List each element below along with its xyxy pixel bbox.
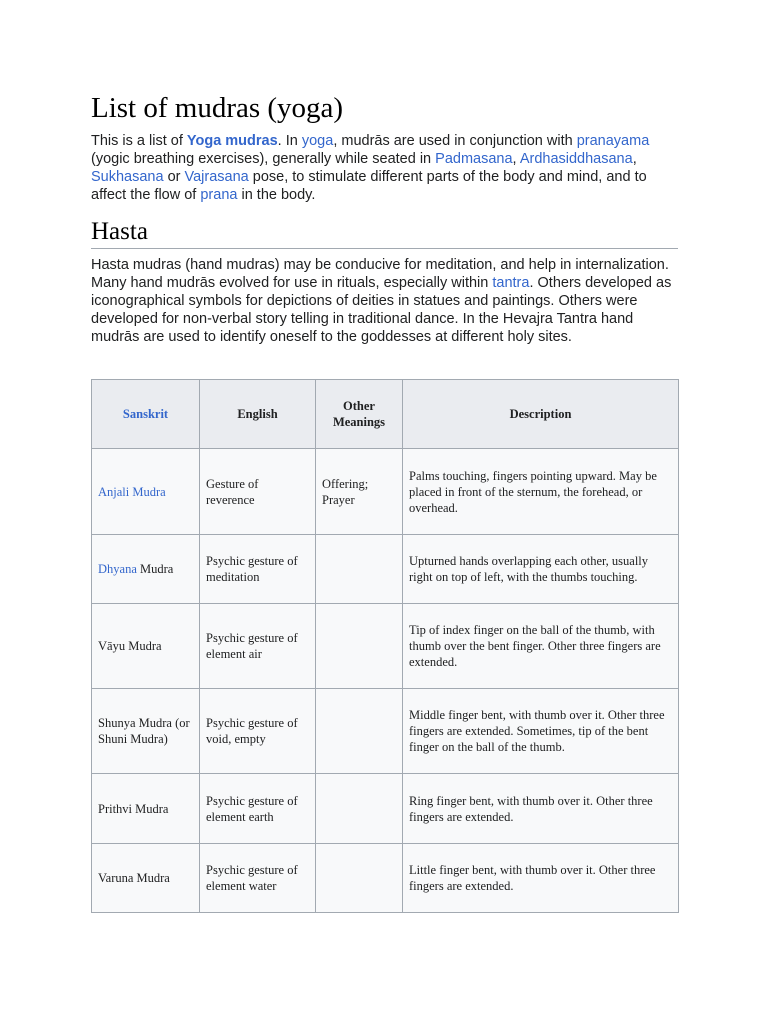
ardhasiddhasana-link[interactable]: Ardhasiddhasana xyxy=(519,151,633,167)
description-cell: Ring finger bent, with thumb over it. Other three fingers are extended. xyxy=(403,774,679,844)
tantra-link[interactable]: tantra xyxy=(492,275,530,291)
english-cell: Gesture of reverence xyxy=(200,449,316,535)
english-cell: Psychic gesture of element earth xyxy=(200,774,316,844)
other-meanings-cell: Offering; Prayer xyxy=(316,449,403,535)
description-cell: Upturned hands overlapping each other, usually right on top of left, with the thumbs touching. xyxy=(403,535,679,604)
intro-text: , mudrās are used in conjunction with xyxy=(333,133,577,149)
anjali-mudra-link[interactable]: Anjali Mudra xyxy=(98,484,166,499)
hasta-text: . Others developed as iconographical symbols for depictions of deities in statues and paintings. Others were developed for non-verbal story telling in traditional dance. In the Hevajra Tantra hand mudrās are used to identify oneself to the goddesses at different holy sites. xyxy=(91,275,672,345)
other-meanings-cell xyxy=(316,844,403,913)
table-row xyxy=(92,535,679,604)
sanskrit-cell: Shunya Mudra (or Shuni Mudra) xyxy=(92,689,200,774)
description-cell: Palms touching, fingers pointing upward. May be placed in front of the sternum, the forehead, or overhead. xyxy=(403,449,679,535)
page-title: List of mudras (yoga) xyxy=(91,92,344,124)
intro-text: pose, to stimulate different parts of the body and mind, and to affect the flow of xyxy=(91,169,647,203)
table-row xyxy=(92,449,679,535)
sanskrit-cell: Dhyana Mudra xyxy=(92,535,200,604)
other-meanings-cell xyxy=(316,604,403,689)
dhyana-link[interactable]: Dhyana xyxy=(98,562,137,576)
mudras-table xyxy=(91,379,679,913)
english-cell: Psychic gesture of element air xyxy=(200,604,316,689)
table-row xyxy=(92,689,679,774)
sukhasana-link[interactable]: Sukhasana xyxy=(91,169,164,185)
table-row xyxy=(92,844,679,913)
section-heading-hasta: Hasta xyxy=(91,217,678,249)
header-other-meanings: Other Meanings xyxy=(316,380,403,449)
description-cell: Tip of index finger on the ball of the thumb, with thumb over the bent finger. Other three fingers are extended. xyxy=(403,604,679,689)
prana-link[interactable]: prana xyxy=(200,187,238,203)
hasta-text: Hasta mudras (hand mudras) may be conducive for meditation, and help in internalization. Many hand mudrās evolved for use in rituals, especially within xyxy=(91,257,669,291)
intro-text: This is a list of xyxy=(91,133,187,149)
description-cell: Middle finger bent, with thumb over it. Other three fingers are extended. Sometimes, tip of the bent finger on the ball of the thumb. xyxy=(403,689,679,774)
intro-separator: , xyxy=(512,151,520,167)
other-meanings-cell xyxy=(316,689,403,774)
hasta-paragraph xyxy=(91,256,681,346)
table-header-row xyxy=(92,380,679,449)
intro-text: . In xyxy=(277,133,302,149)
table-row xyxy=(92,774,679,844)
english-cell: Psychic gesture of element water xyxy=(200,844,316,913)
intro-separator: , xyxy=(632,151,637,167)
sanskrit-cell xyxy=(92,449,200,535)
other-meanings-cell xyxy=(316,774,403,844)
intro-paragraph xyxy=(91,132,681,204)
yoga-mudras-link[interactable]: Yoga mudras xyxy=(186,133,278,149)
description-cell: Little finger bent, with thumb over it. Other three fingers are extended. xyxy=(403,844,679,913)
other-meanings-cell xyxy=(316,535,403,604)
intro-text: or xyxy=(163,169,185,185)
intro-text: in the body. xyxy=(237,187,316,203)
english-cell: Psychic gesture of void, empty xyxy=(200,689,316,774)
english-cell: Psychic gesture of meditation xyxy=(200,535,316,604)
header-description: Description xyxy=(403,380,679,449)
sanskrit-cell: Vāyu Mudra xyxy=(92,604,200,689)
pranayama-link[interactable]: pranayama xyxy=(576,133,650,149)
header-english: English xyxy=(200,380,316,449)
intro-text: (yogic breathing exercises), generally while seated in xyxy=(91,151,436,167)
sanskrit-cell: Varuna Mudra xyxy=(92,844,200,913)
header-sanskrit[interactable]: Sanskrit xyxy=(92,380,200,449)
padmasana-link[interactable]: Padmasana xyxy=(435,151,513,167)
vajrasana-link[interactable]: Vajrasana xyxy=(184,169,249,185)
table-row xyxy=(92,604,679,689)
sanskrit-cell: Prithvi Mudra xyxy=(92,774,200,844)
yoga-link[interactable]: yoga xyxy=(301,133,334,149)
